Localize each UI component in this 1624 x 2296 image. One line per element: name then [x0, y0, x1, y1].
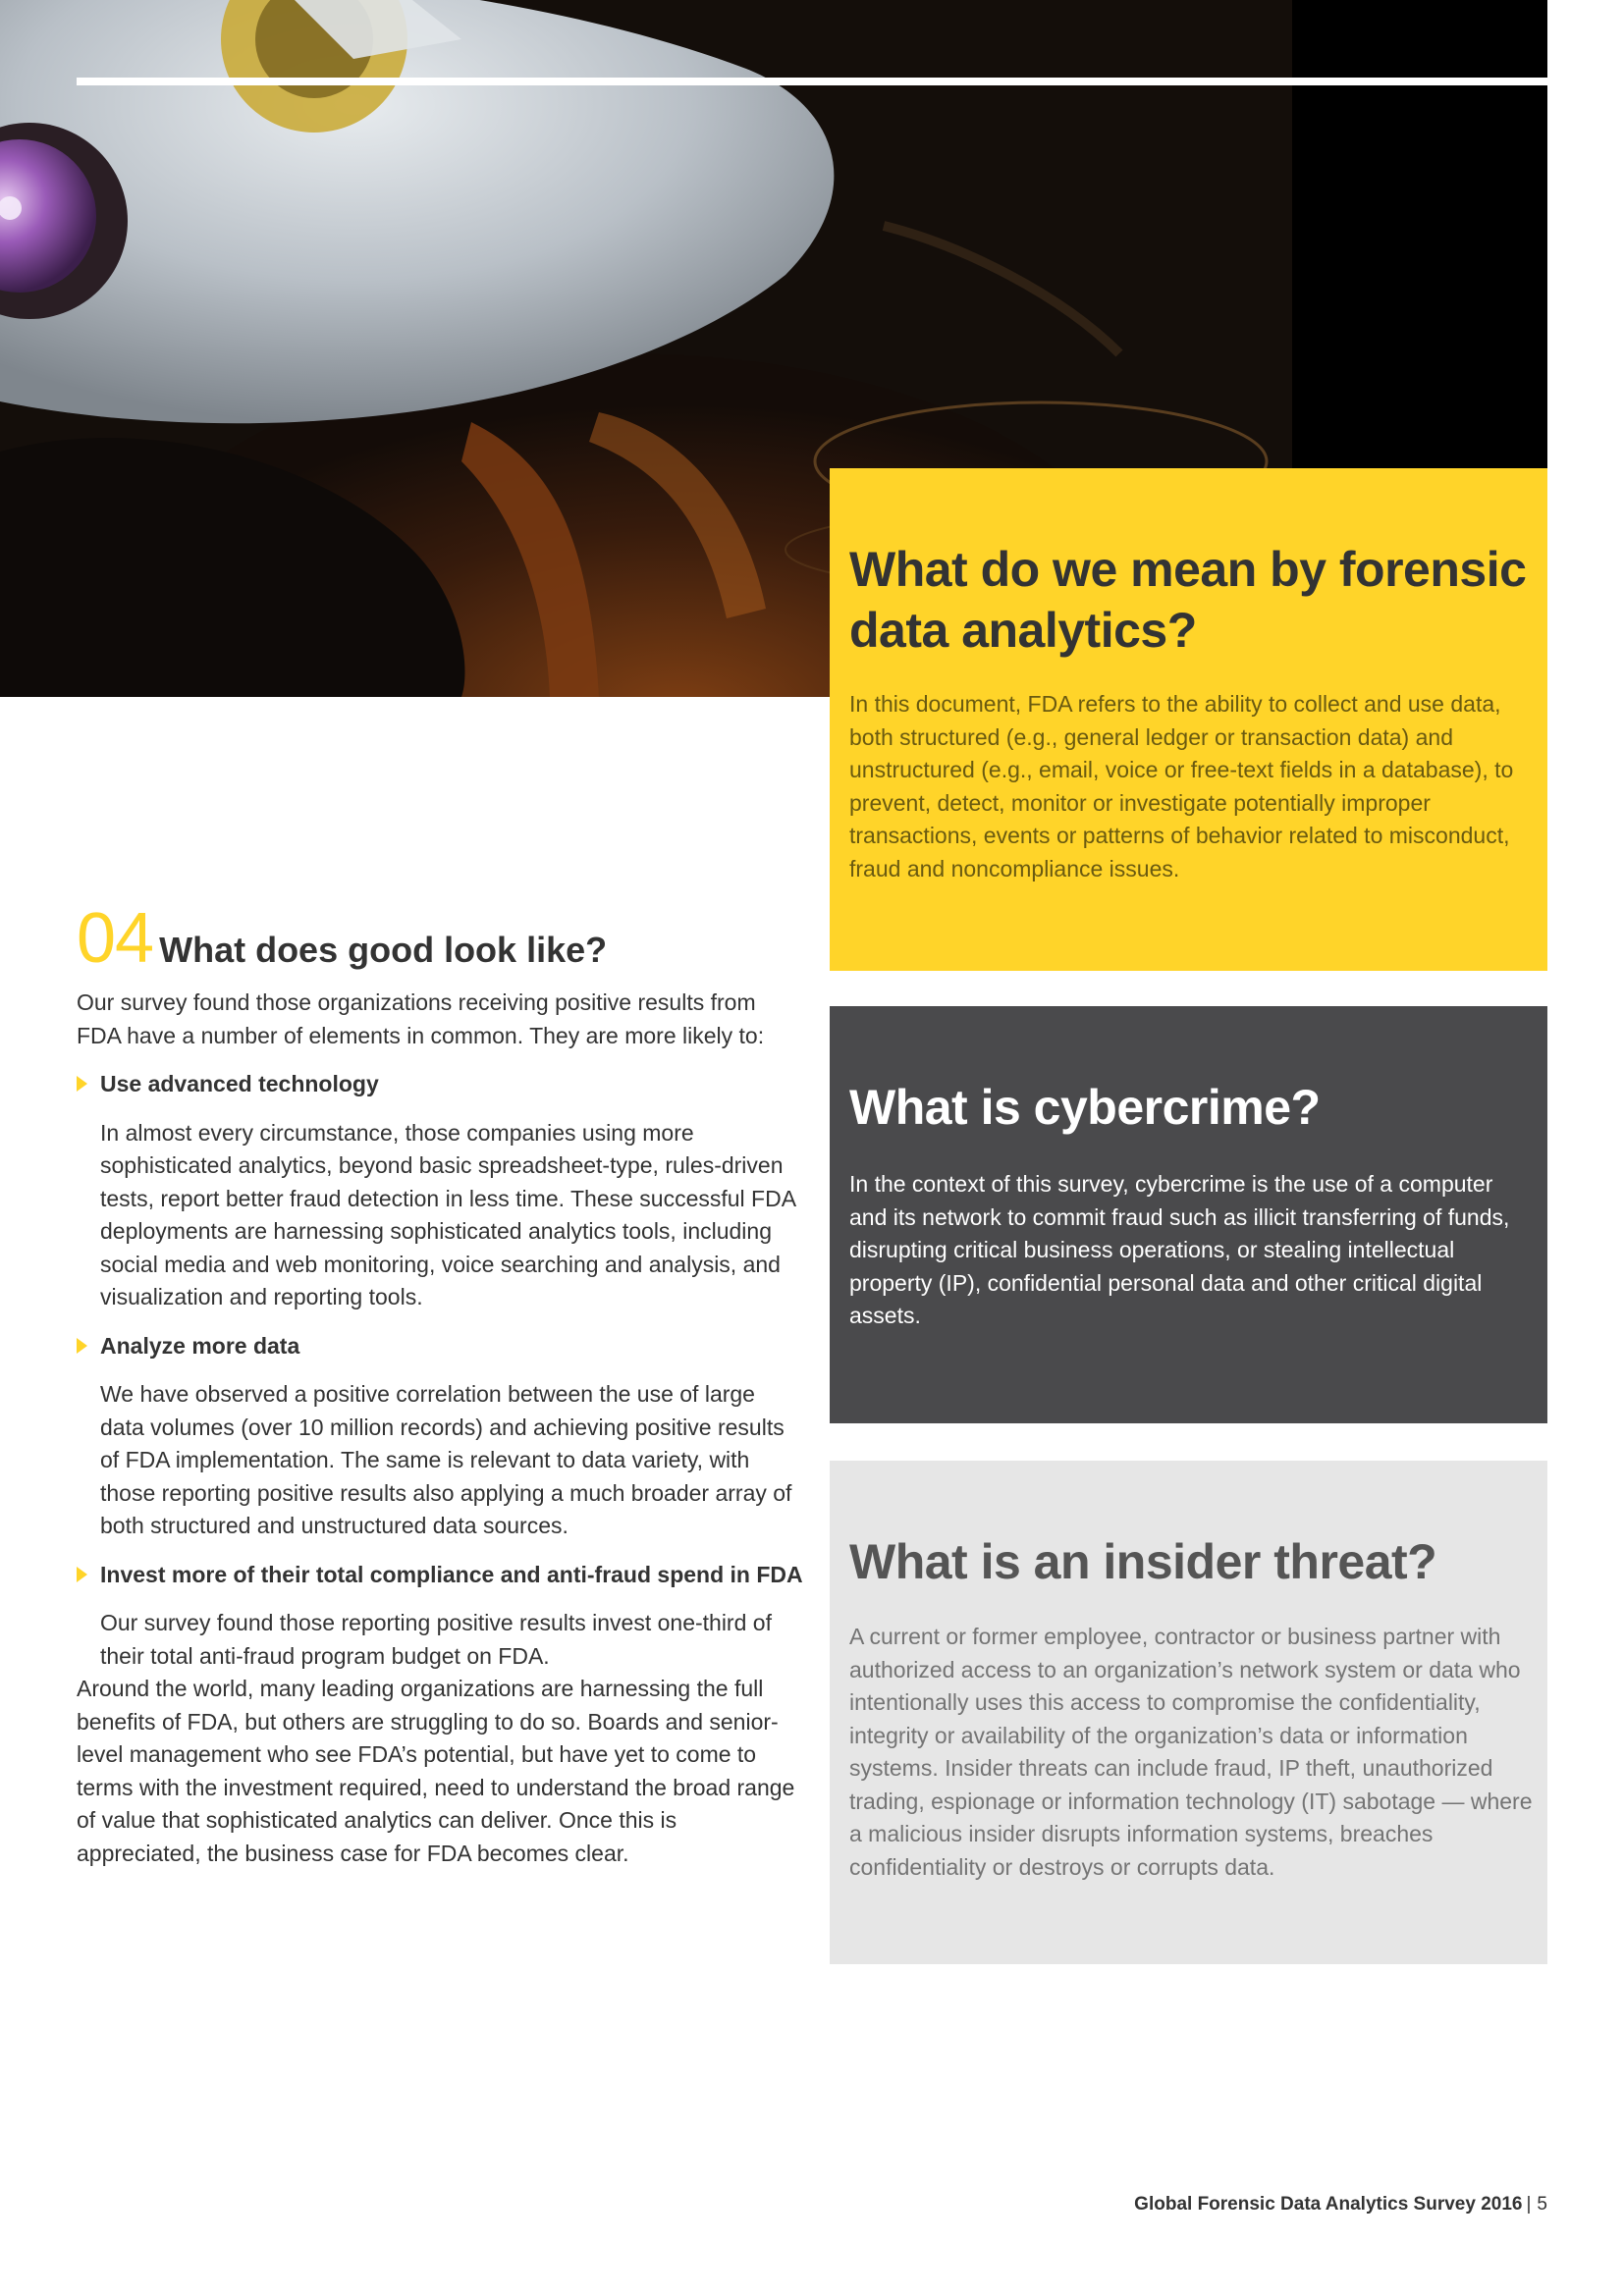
top-rule: [77, 78, 1547, 85]
insider-threat-panel: [830, 1461, 1547, 1964]
fda-definition-title: What do we mean by forensic data analytics?: [849, 542, 1527, 658]
insider-threat-text: A current or former employee, contractor or business partner with authorized access to an organization’s network system or data who intentionally uses this access to compromise the confidentiality, integrity or availability of the organization’s data or information systems. Insider threats can include fraud, IP theft, unauthorized trading, espionage or information technology (IT) sabotage — where a malicious insider disrupts information systems, breaches confidentiality or destroys or corrupts data.: [849, 1624, 1533, 1880]
section-body: [77, 987, 803, 1870]
bullet-title: Analyze more data: [100, 1332, 300, 1359]
bullet-item: [77, 1330, 803, 1543]
bullet-title: Invest more of their total compliance and anti-fraud spend in FDA: [100, 1561, 803, 1587]
section-intro: Our survey found those organizations receiving positive results from FDA have a number of elements in common. They are more likely to:: [77, 989, 765, 1048]
bullet-text: In almost every circumstance, those companies using more sophisticated analytics, beyond basic spreadsheet-type, rules-driven tests, report better fraud detection in less time. These successful FDA deployments are harnessing sophisticated analytics tools, including social media and web monitoring, voice searching and analysis, and visualization and reporting tools.: [100, 1119, 795, 1309]
bullet-triangle-icon: [77, 1338, 87, 1354]
section-number: 04: [77, 899, 154, 978]
footer-title: Global Forensic Data Analytics Survey 2016: [1134, 2194, 1523, 2215]
bullet-triangle-icon: [77, 1076, 87, 1092]
bullet-item: [77, 1068, 803, 1314]
cybercrime-title: What is cybercrime?: [849, 1080, 1321, 1135]
footer-separator: |: [1526, 2194, 1532, 2215]
bullet-item: [77, 1559, 803, 1674]
cybercrime-text: In the context of this survey, cybercrime is the use of a computer and its network to commit fraud such as illicit transferring of funds, disrupting critical business operations, or stealing intellectual property (IP), confidential personal data and other critical digital assets.: [849, 1171, 1510, 1328]
section-heading: [77, 898, 607, 979]
bullet-text: We have observed a positive correlation between the use of large data volumes (over 10 million records) and achieving positive results of FDA implementation. The same is relevant to data variety, with those reporting positive results also applying a much broader array of both structured and unstructured data sources.: [100, 1381, 792, 1538]
bullet-text: Our survey found those reporting positive results invest one-third of their total anti-fraud program budget on FDA.: [100, 1610, 772, 1669]
page-footer: [1134, 2194, 1547, 2216]
fda-definition-panel: [830, 468, 1547, 971]
section-title: What does good look like?: [159, 930, 608, 970]
bullet-triangle-icon: [77, 1567, 87, 1582]
insider-threat-title: What is an insider threat?: [849, 1534, 1437, 1589]
section-closing: Around the world, many leading organizations are harnessing the full benefits of FDA, but others are struggling to do so. Boards and senior-level management who see FDA’s potential, but have yet to come to terms with the investment required, need to understand the broad range of value that sophisticated analytics can deliver. Once this is appreciated, the business case for FDA becomes clear.: [77, 1676, 795, 1866]
cybercrime-panel: [830, 1006, 1547, 1423]
bullet-title: Use advanced technology: [100, 1071, 379, 1096]
fda-definition-text: In this document, FDA refers to the ability to collect and use data, both structured (e.g., general ledger or transaction data) and unstructured (e.g., email, voice or free-text fields in a database), to prevent, detect, monitor or investigate potentially improper transactions, events or patterns of behavior related to misconduct, fraud and noncompliance issues.: [849, 691, 1514, 881]
page-number: 5: [1537, 2194, 1547, 2215]
